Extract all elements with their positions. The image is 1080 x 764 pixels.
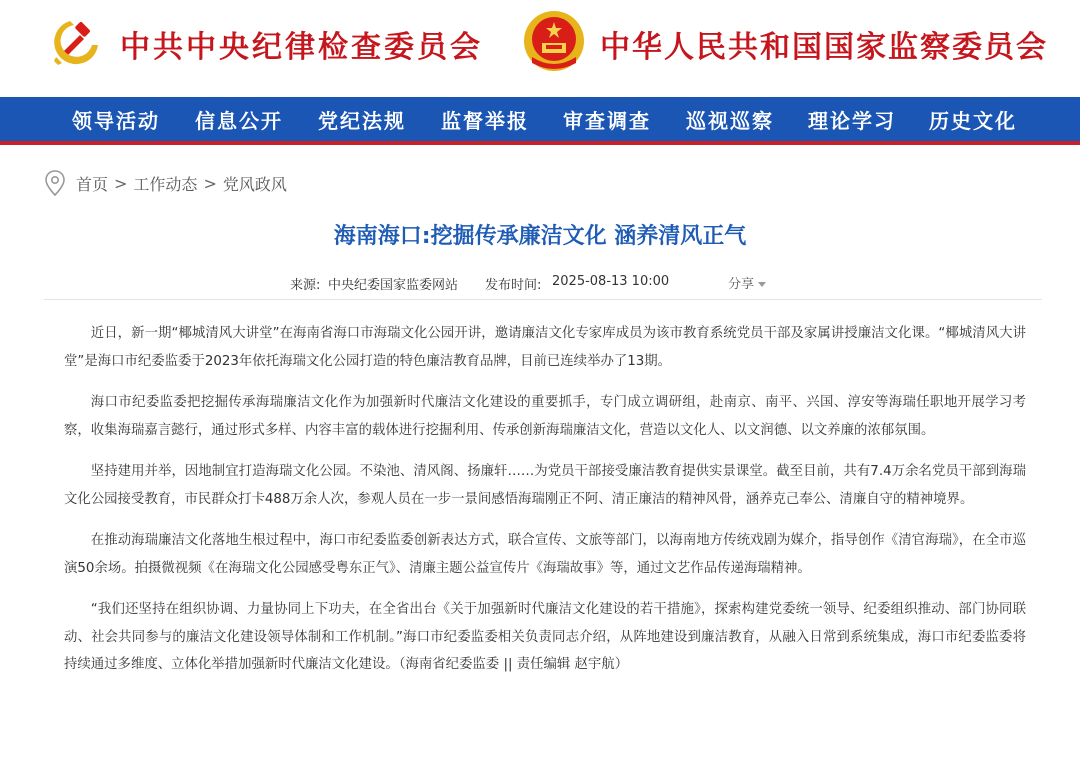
article-title: 海南海口:挖掘传承廉洁文化 涵养清风正气 — [333, 224, 747, 249]
share-button[interactable] — [728, 273, 766, 292]
publish-time-value: 2025-08-13 10:00 — [552, 274, 670, 289]
breadcrumb-separator: > — [203, 173, 217, 193]
divider — [44, 299, 1042, 300]
nav-item-info-disclosure[interactable]: 信息公开 — [195, 109, 283, 133]
breadcrumb-home[interactable]: 首页 — [76, 174, 109, 194]
article-body — [64, 320, 1026, 693]
paragraph: “我们还坚持在组织协调、力量协同上下功夫，在全省出台《关于加强新时代廉洁文化建设的若干措施》，探索构建党委统一领导、纪委组织推动、部门协同联动、社会共同参与的廉洁文化建设领导体制和工作机制。”海口市纪委监委相关负责同志介绍，从阵地建设到廉洁教育，从融入日常到系统集成，海口市纪委监委将持续通过多维度、立体化举措加强新时代廉洁文化建设。（海南省纪委监委 || 责任编辑 赵宇航） — [64, 602, 1026, 672]
nsc-title: 中华人民共和国国家监察委员会 — [600, 30, 1048, 65]
paragraph: 海口市纪委监委把挖掘传承海瑞廉洁文化作为加强新时代廉洁文化建设的重要抓手，专门成立调研组，赴南京、南平、兴国、淳安等海瑞任职地开展学习考察，收集海瑞嘉言懿行，通过形式多样、内容丰富的载体进行挖掘利用、传承创新海瑞廉洁文化，营造以文化人、以文润德、以文养廉的浓郁氛围。 — [64, 395, 1026, 438]
nav-item-report[interactable]: 监督举报 — [441, 109, 529, 133]
share-label: 分享 — [728, 277, 755, 292]
source-label: 来源: — [290, 278, 321, 293]
site-header — [0, 0, 1080, 97]
breadcrumb-separator: > — [114, 173, 128, 193]
breadcrumb-work-news[interactable]: 工作动态 — [133, 174, 198, 194]
source-value: 中央纪委国家监委网站 — [328, 278, 459, 293]
nav-item-party-rules[interactable]: 党纪法规 — [318, 109, 406, 133]
location-pin-icon — [44, 170, 66, 196]
nav-item-history[interactable]: 历史文化 — [929, 109, 1017, 133]
nav-item-investigation[interactable]: 审查调查 — [563, 109, 651, 133]
main-nav — [0, 97, 1080, 145]
paragraph: 坚持建用并举，因地制宜打造海瑞文化公园。不染池、清风阁、扬廉轩……为党员干部接受廉洁教育提供实景课堂。截至目前，共有7.4万余名党员干部到海瑞文化公园接受教育，市民群众打卡488万余人次，参观人员在一步一景间感悟海瑞刚正不阿、清正廉洁的精神风骨，涵养克己奉公、清廉自守的精神境界。 — [64, 464, 1026, 507]
national-emblem-icon — [522, 9, 586, 73]
breadcrumb-party-style[interactable]: 党风政风 — [222, 174, 287, 194]
cdi-title: 中共中央纪律检查委员会 — [120, 30, 483, 65]
nav-item-leadership[interactable]: 领导活动 — [72, 109, 160, 133]
nav-item-theory[interactable]: 理论学习 — [808, 109, 896, 133]
nav-item-inspection[interactable]: 巡视巡察 — [686, 109, 774, 133]
breadcrumb — [44, 170, 287, 196]
chevron-down-icon — [758, 282, 766, 287]
paragraph: 近日，新一期“椰城清风大讲堂”在海南省海口市海瑞文化公园开讲，邀请廉洁文化专家库成员为该市教育系统党员干部及家属讲授廉洁文化课。“椰城清风大讲堂”是海口市纪委监委于2023年依托海瑞文化公园打造的特色廉洁教育品牌，目前已连续举办了13期。 — [64, 326, 1026, 369]
publish-time-label: 发布时间: — [485, 278, 542, 293]
party-emblem-icon — [46, 11, 106, 71]
paragraph: 在推动海瑞廉洁文化落地生根过程中，海口市纪委监委创新表达方式，联合宣传、文旅等部门，以海南地方传统戏剧为媒介，指导创作《清官海瑞》，在全市巡演50余场。拍摄微视频《在海瑞文化公园感受粤东正气》、清廉主题公益宣传片《海瑞故事》等，通过文艺作品传递海瑞精神。 — [64, 533, 1026, 576]
